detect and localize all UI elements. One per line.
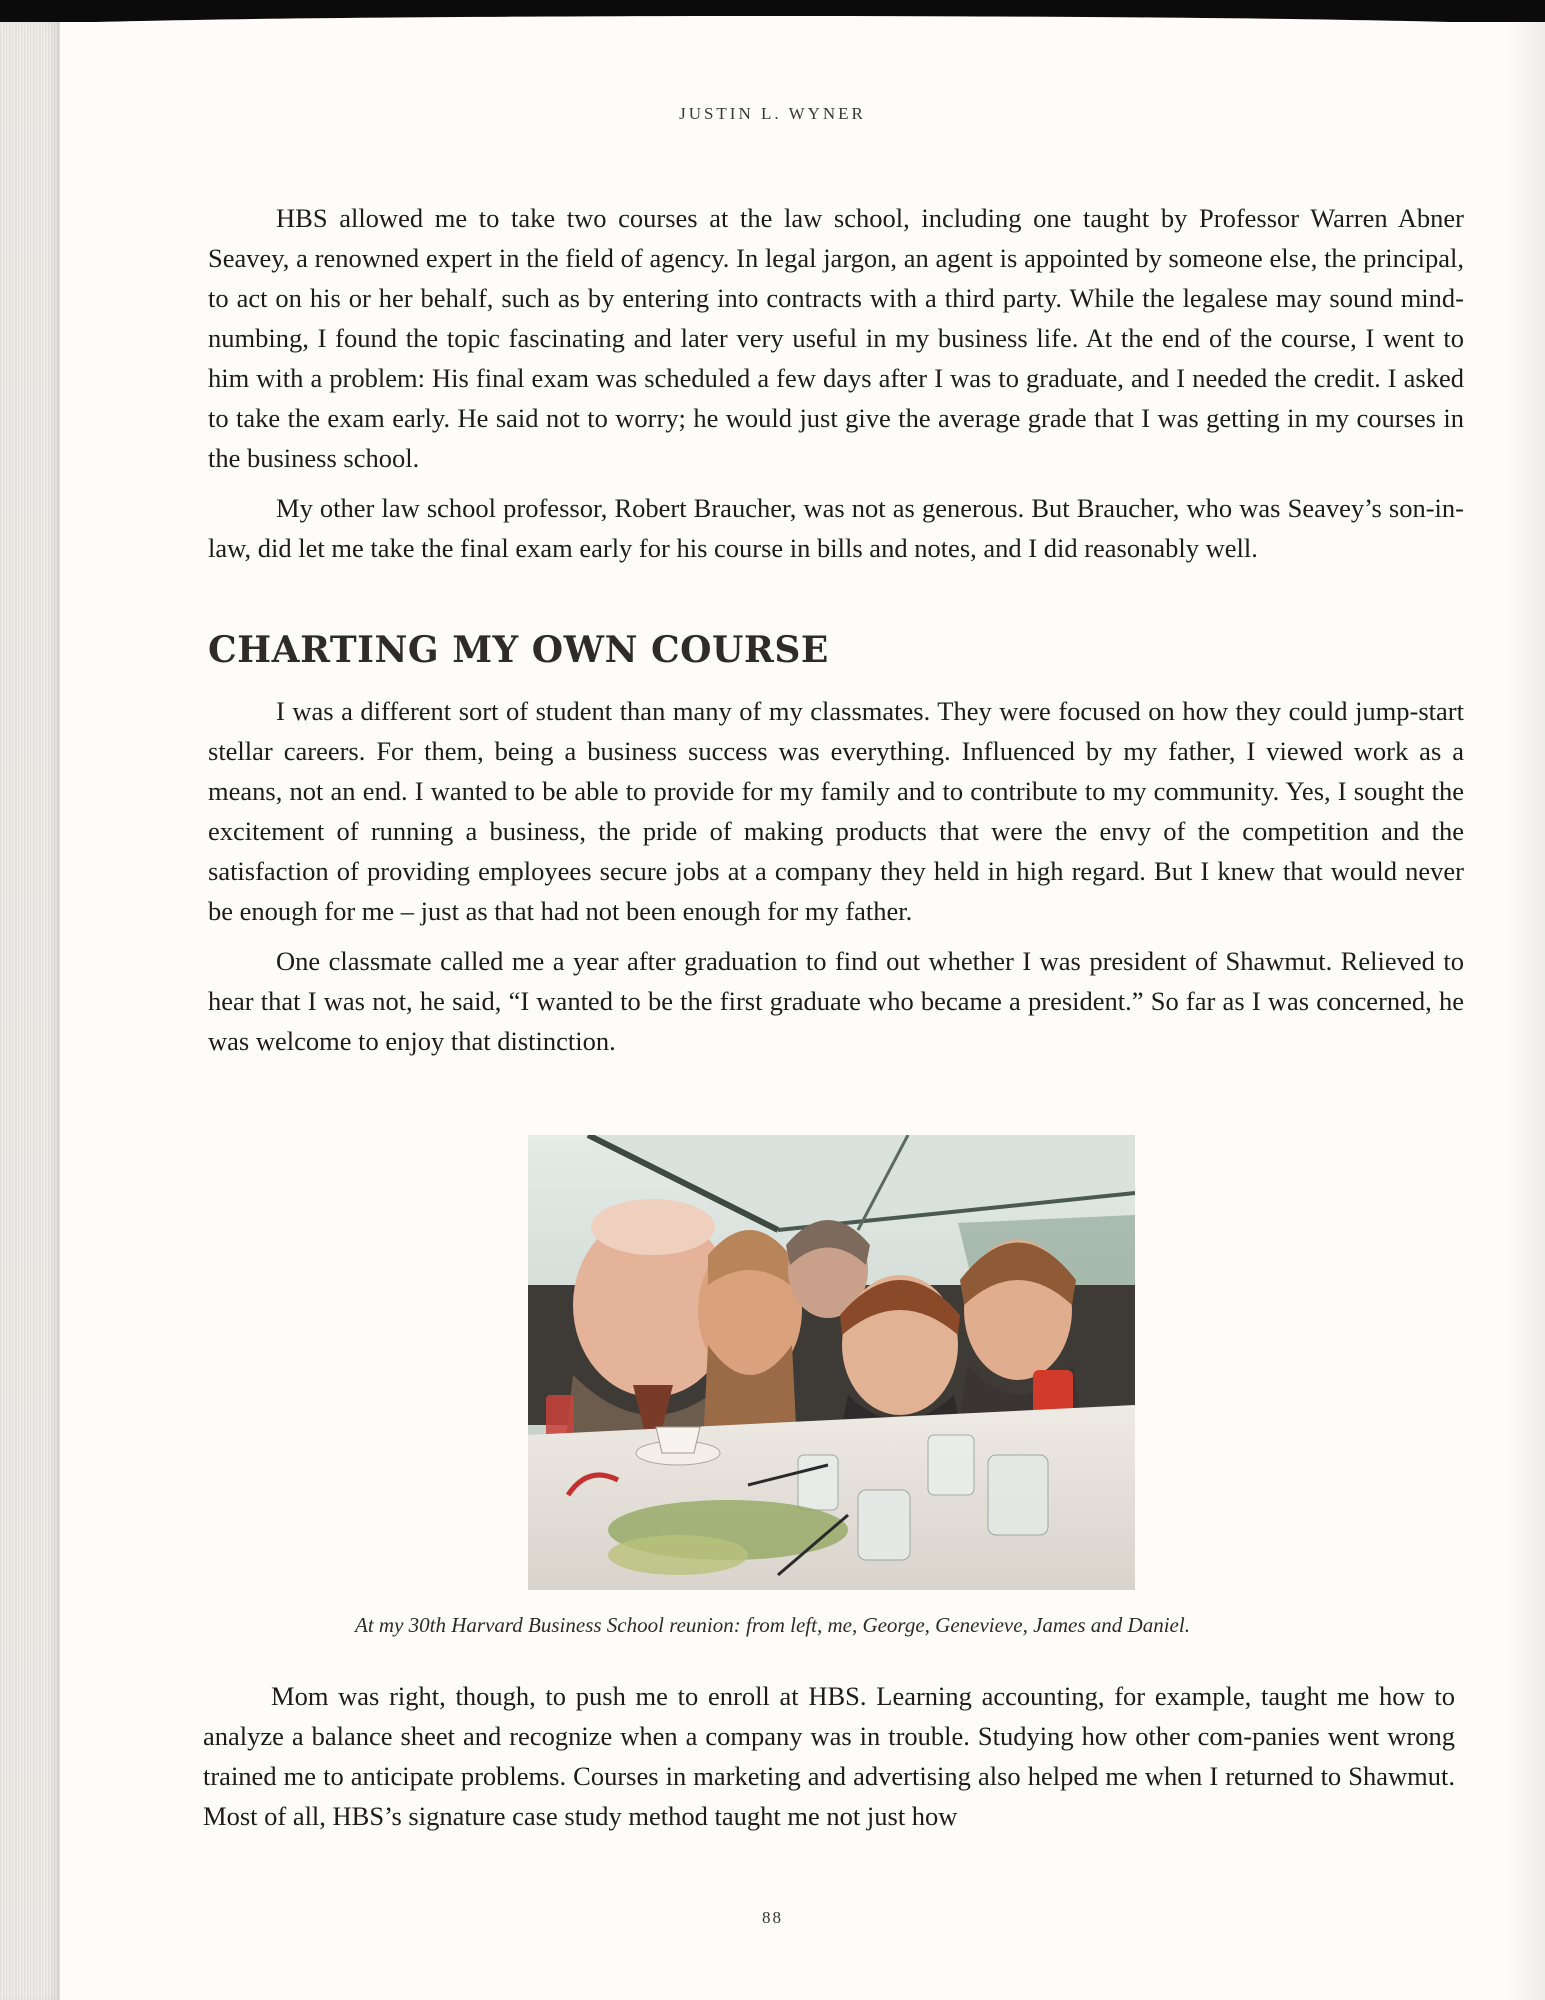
paragraph: One classmate called me a year after graduation to find out whether I was president of Shawmut. Relieved to hear that I was not, he said, “I wanted to be the first graduate who became a president.” So far as I was concerned, he was welcome to enjoy that distinction. — [208, 946, 1464, 1056]
page-gutter-shadow — [1505, 22, 1545, 2000]
paragraph: HBS allowed me to take two courses at the law school, including one taught by Professor Warren Abner Seavey, a renowned expert in the field of agency. In legal jargon, an agent is appointed by someone else, the principal, to act on his or her behalf, such as by entering into contracts with a third party. While the legalese may sound mind-numbing, I found the topic fascinating and later very useful in my business life. At the end of the course, I went to him with a problem: His final exam was scheduled a few days after I was to graduate, and I needed the credit. I asked to take the exam early. He said not to worry; he would just give the average grade that I was getting in my courses in the business school. — [208, 203, 1464, 473]
page-stack-edge — [0, 22, 60, 2000]
body-text-middle — [208, 691, 1464, 1071]
reunion-photo — [528, 1135, 1135, 1590]
running-head: JUSTIN L. WYNER — [679, 104, 866, 123]
paragraph: I was a different sort of student than many of my classmates. They were focused on how they could jump-start stellar careers. For them, being a business success was everything. Influenced by my father, I viewed work as a means, not an end. I wanted to be able to provide for my family and to contribute to my community. Yes, I sought the excitement of running a business, the pride of making products that were the envy of the competition and the satisfaction of providing employees secure jobs at a company they held in high regard. But I knew that would never be enough for me – just as that had not been enough for my father. — [208, 696, 1464, 926]
photo-caption: At my 30th Harvard Business School reunion: from left, me, George, Genevieve, James and Daniel. — [355, 1613, 1190, 1637]
paragraph: Mom was right, though, to push me to enroll at HBS. Learning accounting, for example, taught me how to analyze a balance sheet and recognize when a company was in trouble. Studying how other com-panies went wrong trained me to anticipate problems. Courses in marketing and advertising also helped me when I returned to Shawmut. Most of all, HBS’s signature case study method taught me not just how — [203, 1681, 1455, 1831]
reunion-photo-illustration — [528, 1135, 1135, 1590]
section-heading: CHARTING MY OWN COURSE — [208, 629, 829, 671]
top-edge — [0, 0, 1545, 22]
body-text-top — [208, 198, 1464, 578]
page-number: 88 — [762, 1908, 783, 1927]
body-text-bottom — [203, 1676, 1455, 1846]
paragraph: My other law school professor, Robert Braucher, was not as generous. But Braucher, who was Seavey’s son-in-law, did let me take the final exam early for his course in bills and notes, and I did reasonably well. — [208, 493, 1464, 563]
